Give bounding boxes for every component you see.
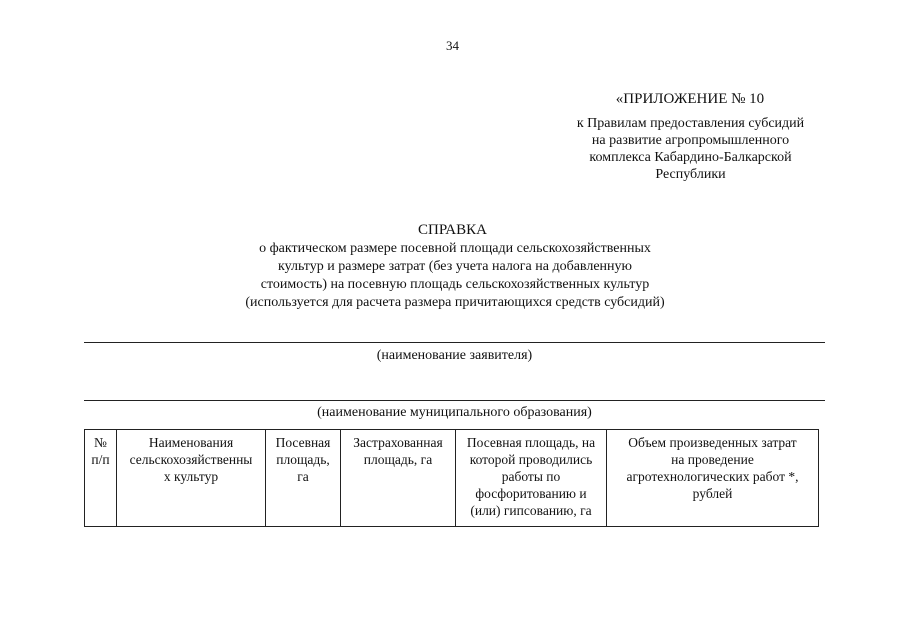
header-number: № п/п — [85, 430, 117, 527]
appendix-title: «ПРИЛОЖЕНИЕ № 10 — [615, 91, 765, 107]
header-crop-names: Наименования сельскохозяйственны х культур — [117, 430, 266, 527]
subtitle-line: культур и размере затрат (без учета налога на добавленную — [277, 259, 632, 274]
applicant-name-line — [84, 342, 825, 343]
appendix-subtitle — [548, 115, 833, 183]
appendix-line: Республики — [655, 167, 726, 182]
municipality-name-line — [84, 400, 825, 401]
header-phosphorite-area: Посевная площадь, на которой проводились работы по фосфоритованию и (или) гипсованию, га — [456, 430, 607, 527]
data-table — [84, 429, 819, 527]
table-header-row — [85, 430, 819, 527]
header-sown-area: Посевная площадь, га — [266, 430, 341, 527]
appendix-line: комплекса Кабардино-Балкарской — [589, 150, 792, 165]
appendix-line: на развитие агропромышленного — [591, 133, 790, 148]
municipality-caption: (наименование муниципального образования) — [317, 405, 592, 420]
header-costs: Объем произведенных затрат на проведение агротехнологических работ *, рублей — [607, 430, 819, 527]
subtitle-line: (используется для расчета размера причитающихся средств субсидий) — [245, 295, 665, 310]
subtitle-line: о фактическом размере посевной площади сельскохозяйственных — [259, 241, 651, 256]
header-insured-area: Застрахованная площадь, га — [341, 430, 456, 527]
subtitle-line: стоимость) на посевную площадь сельскохозяйственных культур — [260, 277, 650, 292]
page-number: 34 — [446, 38, 459, 53]
applicant-caption: (наименование заявителя) — [376, 348, 533, 363]
document-title: СПРАВКА — [418, 222, 487, 238]
appendix-line: к Правилам предоставления субсидий — [576, 116, 805, 131]
document-subtitle — [150, 240, 760, 312]
